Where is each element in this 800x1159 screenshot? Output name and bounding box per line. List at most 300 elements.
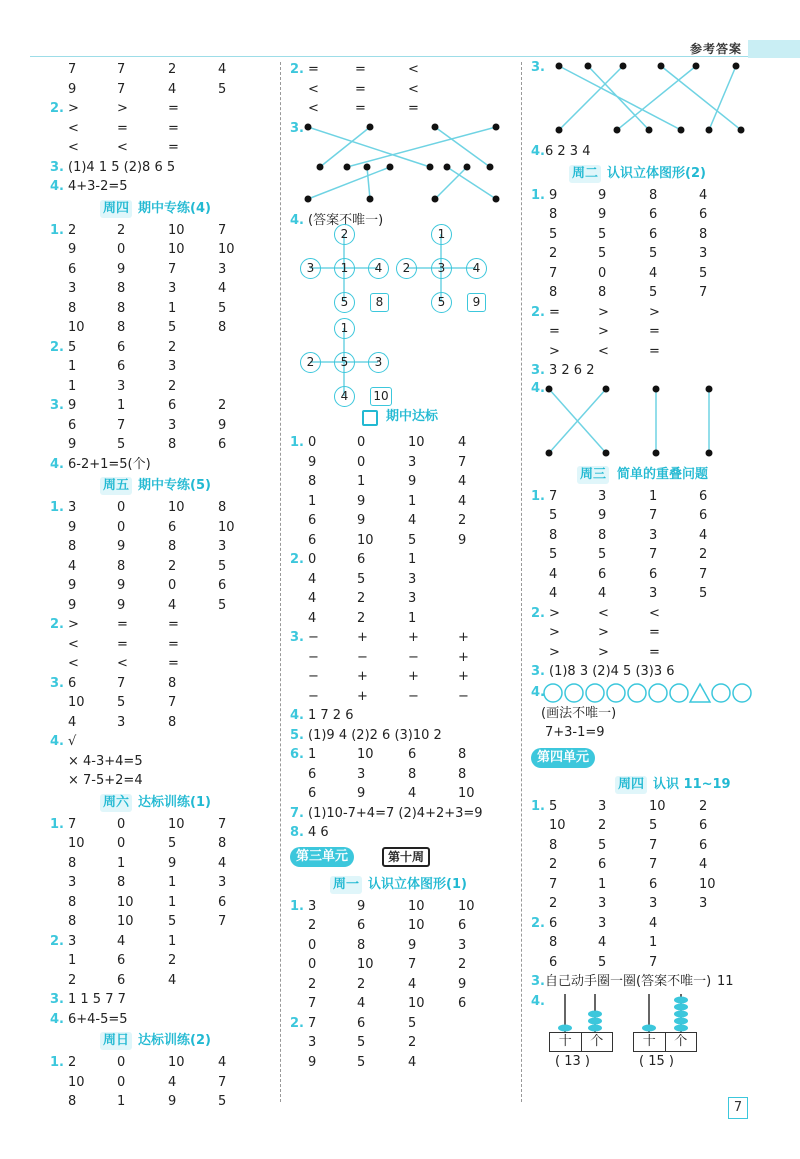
answer-row [531,205,756,225]
answer-cell: 6 [308,766,317,782]
answer-text: 4 6 [308,825,329,840]
answer-cell: 6 [168,398,177,413]
answer-cell: 1 [408,552,417,567]
answer-cell: + [408,630,419,645]
answer-cell: + [458,669,469,684]
answer-cell: − [408,688,419,704]
column-divider-2 [521,62,522,1102]
exam-icon [362,410,378,426]
answer-cell: 0 [357,435,366,450]
answer-cell: 9 [68,597,77,613]
answer-cell: 7 [68,816,77,832]
answer-cell: 6 [598,857,607,872]
answer-cell: < [68,656,79,671]
answer-cell: 3 [68,875,77,890]
answer-row [50,971,275,991]
question-number: 2. [50,339,64,355]
answer-row [290,765,515,785]
answer-row [50,158,275,178]
answer-cell: − [458,688,469,704]
answer-cell: 3 [408,571,417,587]
answer-cell: 1 [649,488,658,504]
answer-row [50,951,275,971]
answer-cell: = [117,120,128,136]
answer-cell: 5 [117,695,126,710]
answer-row [290,531,515,551]
answer-cell: 5 [218,300,227,316]
answer-row [290,1053,515,1073]
answer-cell: 0 [308,957,317,972]
answer-cell: 3 [598,798,607,814]
answer-cell: < [408,62,419,77]
answer-cell: 4 [458,474,467,489]
answer-cell: 8 [68,855,77,871]
answer-cell: = [649,343,660,359]
abacus-1-base [549,1032,613,1052]
question-number: 3. [50,675,64,691]
answer-row [290,804,515,824]
answer-cell: 0 [117,1074,126,1090]
answer-cell: 2 [68,972,77,988]
answer-cell: 1 [117,855,126,871]
cross-lines [290,230,515,405]
answer-row [50,221,275,241]
answer-cell: 9 [117,261,126,277]
answer-cell: 1 [598,876,607,892]
answer-cell: 6 [68,675,77,691]
answer-row [50,260,275,280]
right-column [531,60,756,1072]
answer-cell: < [649,605,660,621]
answer-cell: 5 [649,246,658,261]
answer-cell: 5 [68,339,77,355]
answer-row [531,604,756,624]
answer-cell: 3 [598,915,607,931]
answer-row [290,550,515,570]
answer-cell: 2 [168,62,177,77]
answer-cell: 3 [168,359,177,374]
section-title: 认识立体图形(2) [607,165,706,181]
answer-cell: 6 [699,508,708,523]
unit-heading [290,843,515,873]
answer-cell: < [117,140,128,155]
question-number: 4. [50,734,64,749]
ones-label: 个 [674,1033,688,1049]
answer-cell: 8 [649,187,658,203]
answer-text: √ [68,734,77,749]
answer-cell: 2 [168,378,177,394]
answer-cell: 1 [68,378,77,394]
answer-cell: 8 [68,914,77,929]
cross-sum-box: 9 [467,293,486,312]
question-number: 2. [290,552,304,567]
answer-cell: > [549,625,560,640]
answer-cell: = [549,304,560,320]
answer-text: (1)10-7+4=7 (2)4+2+3=9 [308,805,483,821]
answer-cell: 5 [357,1035,366,1050]
matching-diagram [290,119,515,211]
answer-cell: 6 [649,207,658,222]
answer-cell: 4 [168,972,177,988]
answer-cell: 9 [598,207,607,222]
answer-cell: > [68,101,79,116]
answer-cell: 8 [168,437,177,452]
answer-cell: 3 [458,937,467,953]
answer-cell: 3 [168,281,177,296]
answer-row [290,1014,515,1034]
answer-row [50,654,275,674]
answer-cell: 1 [408,610,417,626]
answer-cell: = [168,140,179,155]
answer-cell: 4 [549,586,558,601]
answer-cell: 3 [218,539,227,554]
answer-row [50,713,275,733]
header-title: 参考答案 [690,42,743,56]
answer-row [531,953,756,973]
answer-cell: 4 [117,933,126,949]
day-tag: 周一 [330,876,362,894]
cross-circle: 2 [334,224,355,245]
answer-cell: 6 [649,566,658,582]
answer-row [531,303,756,323]
question-number: 1. [531,187,545,203]
answer-cell: 9 [117,597,126,613]
answer-cell: − [308,669,319,684]
question-number: 8. [290,825,304,840]
answer-row [531,565,756,585]
answer-row [290,975,515,995]
answer-row [50,873,275,893]
question-number: 3. [531,664,545,679]
answer-cell: 4 [598,586,607,601]
matching-diagram [531,381,756,463]
answer-cell: − [308,630,319,645]
answer-cell: 9 [68,437,77,452]
answer-cell: 8 [117,558,126,574]
answer-cell: 7 [168,261,177,277]
answer-text: 4+3-2=5 [68,179,128,194]
answer-cell: 9 [458,976,467,992]
answer-cell: 6 [598,566,607,582]
answer-row [50,990,275,1010]
answer-cell: 6 [218,894,227,910]
answer-cell: 3 [699,896,708,911]
answer-cell: 10 [357,957,374,972]
answer-row [531,797,756,817]
answer-row [531,322,756,342]
answer-row [290,726,515,746]
answer-cell: = [168,656,179,671]
answer-cell: 7 [699,285,708,300]
answer-cell: 5 [408,532,417,548]
answer-row [50,455,275,475]
answer-cell: 10 [68,320,85,335]
question-number: 4. [531,380,545,396]
cross-circle: 2 [396,258,417,279]
answer-cell: 3 [408,591,417,606]
answer-row [290,472,515,492]
answer-row [531,225,756,245]
answer-cell: 9 [458,532,467,548]
answer-cell: < [598,343,609,359]
answer-row [50,138,275,158]
answer-row [531,623,756,643]
answer-cell: 6 [699,488,708,504]
answer-cell: 5 [699,586,708,601]
section-title: 认识 11~19 [653,776,731,792]
answer-cell: 1 [168,875,177,890]
cross-circle: 5 [334,352,355,373]
answer-cell: 3 [408,454,417,470]
answer-row [290,1033,515,1053]
section-title: 期中达标 [386,409,439,424]
cross-circle: 1 [334,318,355,339]
answer-cell: 10 [408,996,425,1011]
section-heading [290,873,515,897]
answer-cell: 8 [549,207,558,222]
question-number: 2. [531,605,545,621]
answer-cell: 8 [549,935,558,950]
section-heading [50,1029,275,1053]
answer-cell: 1 [649,935,658,950]
answer-row [290,648,515,668]
answer-cell: 7 [649,954,658,970]
answer-row [290,609,515,629]
answer-cell: 0 [598,265,607,281]
tens-label: 十 [634,1033,666,1051]
answer-cell: 4 [218,855,227,871]
answer-cell: − [357,649,368,665]
answer-row [50,60,275,80]
answer-row [290,628,515,648]
question-number: 3. [50,992,64,1007]
answer-cell: 10 [117,894,134,910]
question-number: 4. [50,1011,64,1027]
answer-cell: 6 [117,953,126,968]
answer-cell: 8 [218,500,227,515]
answer-row [50,752,275,772]
section-title: 达标训练(2) [138,1033,211,1048]
answer-cell: + [357,669,368,684]
answer-cell: 4 [68,558,77,574]
answer-cell: 1 [117,1094,126,1109]
answer-cell: 10 [408,435,425,450]
answer-row [290,916,515,936]
answer-row [50,693,275,713]
answer-cell: 4 [408,1054,417,1070]
unit-badge: 第三单元 [290,847,354,867]
answer-row [531,875,756,895]
answer-cell: 9 [357,493,366,509]
header-accent-bar [748,40,800,58]
answer-row [531,855,756,875]
answer-cell: 6 [117,359,126,374]
answer-cell: 10 [549,818,566,833]
question-number: 4. [50,456,64,472]
answer-cell: 3 [68,500,77,515]
answer-cell: 6 [549,954,558,970]
answer-text: 3 2 6 2 [549,363,595,378]
middle-column [290,60,515,1072]
answer-cell: 10 [68,836,85,851]
answer-cell: = [649,625,660,640]
answer-cell: 5 [218,597,227,613]
question-number: 7. [290,805,304,821]
answer-row [531,361,756,381]
section-heading [50,791,275,815]
answer-text: (1)8 3 (2)4 5 (3)3 6 [549,664,675,679]
answer-block [531,797,756,973]
answer-cell: 9 [68,519,77,535]
answer-cell: 10 [357,532,374,548]
answer-row [531,244,756,264]
answer-cell: 6 [218,578,227,593]
answer-cell: 10 [408,918,425,933]
question-number: 1. [290,898,304,914]
answer-cell: − [308,649,319,665]
answer-cell: 0 [117,836,126,851]
answer-cell: 5 [549,547,558,562]
answer-row [50,377,275,397]
answer-cell: 9 [218,417,227,433]
answer-cell: 1 [168,894,177,910]
answer-cell: = [549,324,560,339]
answer-cell: 6 [699,818,708,833]
answer-cell: 8 [549,285,558,300]
shapes-row [531,682,756,704]
answer-cell: 10 [168,500,185,515]
answer-cell: 7 [168,695,177,710]
answer-cell: = [355,101,366,116]
answer-row [50,518,275,538]
answer-cell: = [168,101,179,116]
answer-cell: 8 [68,1094,77,1109]
answer-cell: 8 [308,474,317,489]
answer-row [50,576,275,596]
answer-cell: 1 [68,359,77,374]
answer-cell: 8 [218,836,227,851]
answer-cell: 9 [308,1054,317,1070]
answer-cell: 8 [458,766,467,782]
answer-cell: 8 [117,320,126,335]
cross-sum-box: 10 [370,387,392,406]
answer-equation: 7+3-1=9 [545,725,605,740]
answer-cell: 7 [649,837,658,853]
question-number: 4. [531,684,545,700]
answer-row [531,487,756,507]
section-title: 认识立体图形(1) [368,876,467,892]
day-tag: 周四 [615,776,647,794]
answer-cell: 10 [357,747,374,762]
answer-cell: 1 [168,933,177,949]
answer-cell: 10 [458,898,475,914]
unit-badge: 第四单元 [531,748,595,768]
answer-cell: = [117,617,128,632]
circles-and-triangle [543,682,753,704]
answer-row [290,433,515,453]
answer-cell: 2 [357,610,366,626]
answer-row [531,283,756,303]
answer-cell: 6 [458,996,467,1011]
question-number: 2. [531,304,545,320]
answer-row [531,816,756,836]
answer-cell: 2 [117,222,126,238]
answer-cell: = [308,62,319,77]
answer-cell: 4 [408,786,417,801]
answer-cell: 0 [357,454,366,470]
answer-cell: 10 [458,786,475,801]
answer-row [50,635,275,655]
answer-cell: 2 [598,818,607,833]
answer-cell: 3 [218,875,227,890]
answer-cell: 6 [117,339,126,355]
answer-cell: 9 [168,855,177,871]
answer-cell: 9 [357,898,366,914]
question-number: 3. [531,974,545,989]
answer-cell: 2 [168,558,177,574]
answer-cell: 2 [549,896,558,911]
cross-circle: 3 [368,352,389,373]
answer-cell: 7 [458,454,467,470]
answer-cell: 4 [458,435,467,450]
answer-text: × 7-5+2=4 [68,773,143,788]
section-heading [50,474,275,498]
left-column [50,60,275,1112]
answer-cell: 10 [218,519,235,535]
answer-cell: 5 [549,798,558,814]
answer-row [531,264,756,284]
cross-circle: 4 [466,258,487,279]
answer-cell: 8 [117,875,126,890]
answer-cell: 10 [117,914,134,929]
answer-cell: 8 [458,747,467,762]
answer-cell: > [598,304,609,320]
answer-cell: 6 [549,915,558,931]
answer-cell: 6 [649,226,658,242]
answer-cell: 7 [549,488,558,504]
answer-cell: 3 [357,766,366,782]
answer-cell: 4 [218,281,227,296]
answer-row [50,596,275,616]
answer-cell: 7 [408,957,417,972]
question-number: 3. [290,630,304,645]
answer-cell: 9 [117,578,126,593]
answer-cell: > [598,625,609,640]
answer-cell: 2 [308,918,317,933]
answer-cell: = [649,644,660,660]
answer-cell: 5 [549,226,558,242]
answer-cell: 4 [308,610,317,626]
answer-block [290,897,515,1073]
answer-cell: 4 [168,597,177,613]
cross-sum-box: 8 [370,293,389,312]
answer-cell: 0 [117,519,126,535]
answer-cell: 4 [699,527,708,543]
answer-cell: 8 [68,300,77,316]
section-title: 达标训练(1) [138,794,211,810]
answer-cell: 3 [598,488,607,504]
answer-text: (答案不唯一) [308,212,384,228]
cross-circle: 1 [334,258,355,279]
cross-circle: 4 [334,386,355,407]
question-number: 4. [50,179,64,194]
answer-cell: 2 [357,976,366,992]
answer-text: 1 1 5 7 7 [68,992,126,1007]
answer-text: (1)9 4 (2)2 6 (3)10 2 [308,727,442,743]
answer-cell: 9 [308,454,317,470]
answer-cell: 9 [549,187,558,203]
answer-cell: = [355,62,366,77]
